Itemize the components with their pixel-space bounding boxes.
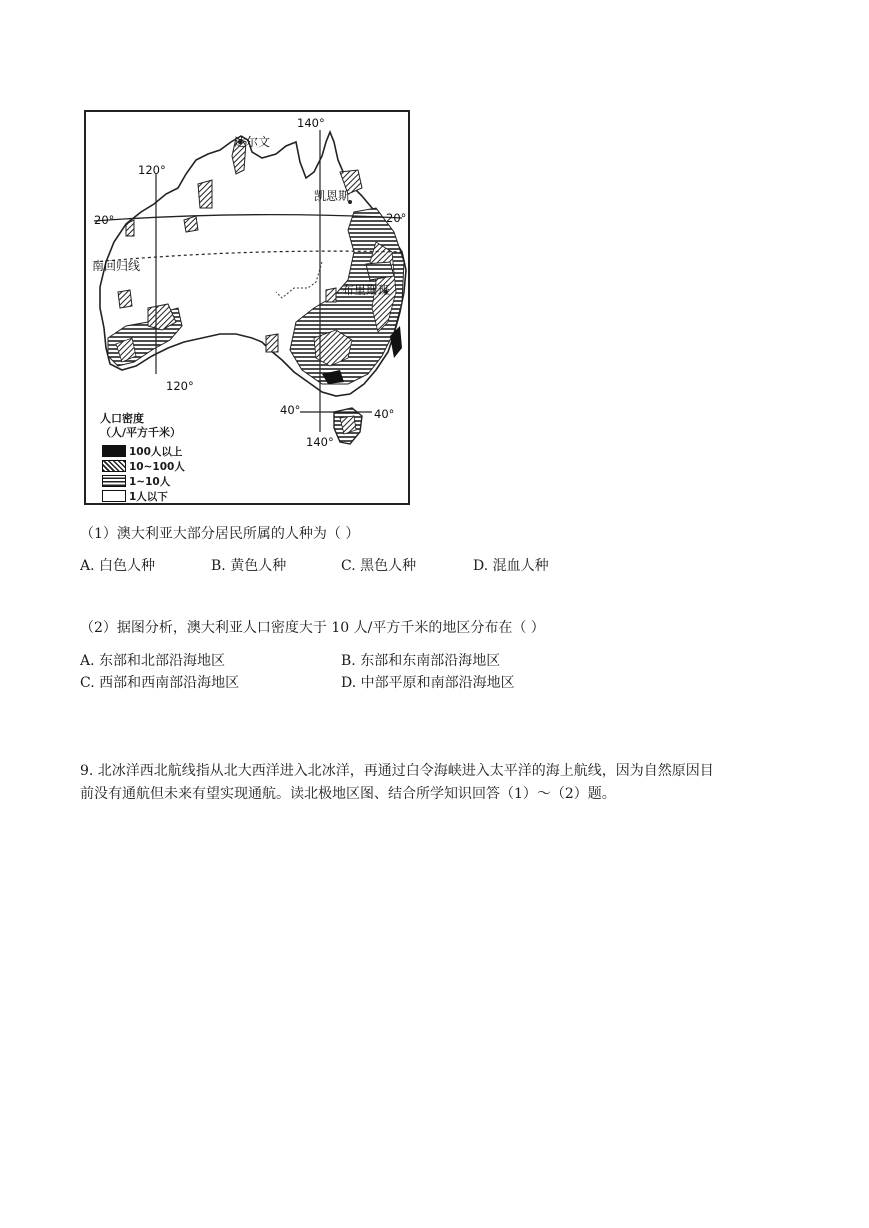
legend-item: 1~10人 [102,474,170,488]
question-1-option-d: D. 混血人种 [473,558,549,574]
question-2-option-d: D. 中部平原和南部沿海地区 [341,675,515,691]
question-2-option-a: A. 东部和北部沿海地区 [80,653,226,669]
tropic-label: 南回归线 [92,259,141,273]
lon140-bottom-label: 140° [306,435,334,449]
australia-population-map [84,110,410,505]
legend-item: 1人以下 [102,489,168,503]
brisbane-label: 布里斯班 [342,283,391,297]
question-1-option-a: A. 白色人种 [80,558,156,574]
lat40-left-label: 40° [280,403,301,417]
lon120-top-label: 120° [138,163,166,177]
question-9-line-2: 前没有通航但未来有望实现通航。读北极地区图、结合所学知识回答（1）～（2）题。 [80,786,616,802]
cairns-label: 凯恩斯 [314,189,351,203]
question-2-stem: （2）据图分析，澳大利亚人口密度大于 10 人/平方千米的地区分布在（ ） [80,620,545,636]
darwin-label: 达尔文 [234,135,271,149]
lon120-bottom-label: 120° [166,379,194,393]
legend-swatch-diagonal [102,460,126,472]
question-1-option-b: B. 黄色人种 [211,558,287,574]
question-2-option-b: B. 东部和东南部沿海地区 [341,653,501,669]
lat20-right-label: 20° [386,211,407,225]
question-2-option-c: C. 西部和西南部沿海地区 [80,675,240,691]
lat20-left-label: 20° [94,213,115,227]
legend-item: 10~100人 [102,459,185,473]
legend-swatch-horizontal [102,475,126,487]
question-9-line-1: 9. 北冰洋西北航线指从北大西洋进入北冰洋，再通过白令海峡进入太平洋的海上航线，因为自然原因目 [80,763,714,779]
legend-swatch-blank [102,490,126,502]
legend-swatch-solid [102,445,126,457]
question-1-option-c: C. 黑色人种 [341,558,417,574]
lon140-top-label: 140° [297,116,325,130]
question-1-stem: （1）澳大利亚大部分居民所属的人种为（ ） [80,526,360,542]
legend-title: 人口密度 （人/平方千米） [100,412,182,439]
legend-item: 100人以上 [102,444,182,458]
lat40-right-label: 40° [374,407,395,421]
